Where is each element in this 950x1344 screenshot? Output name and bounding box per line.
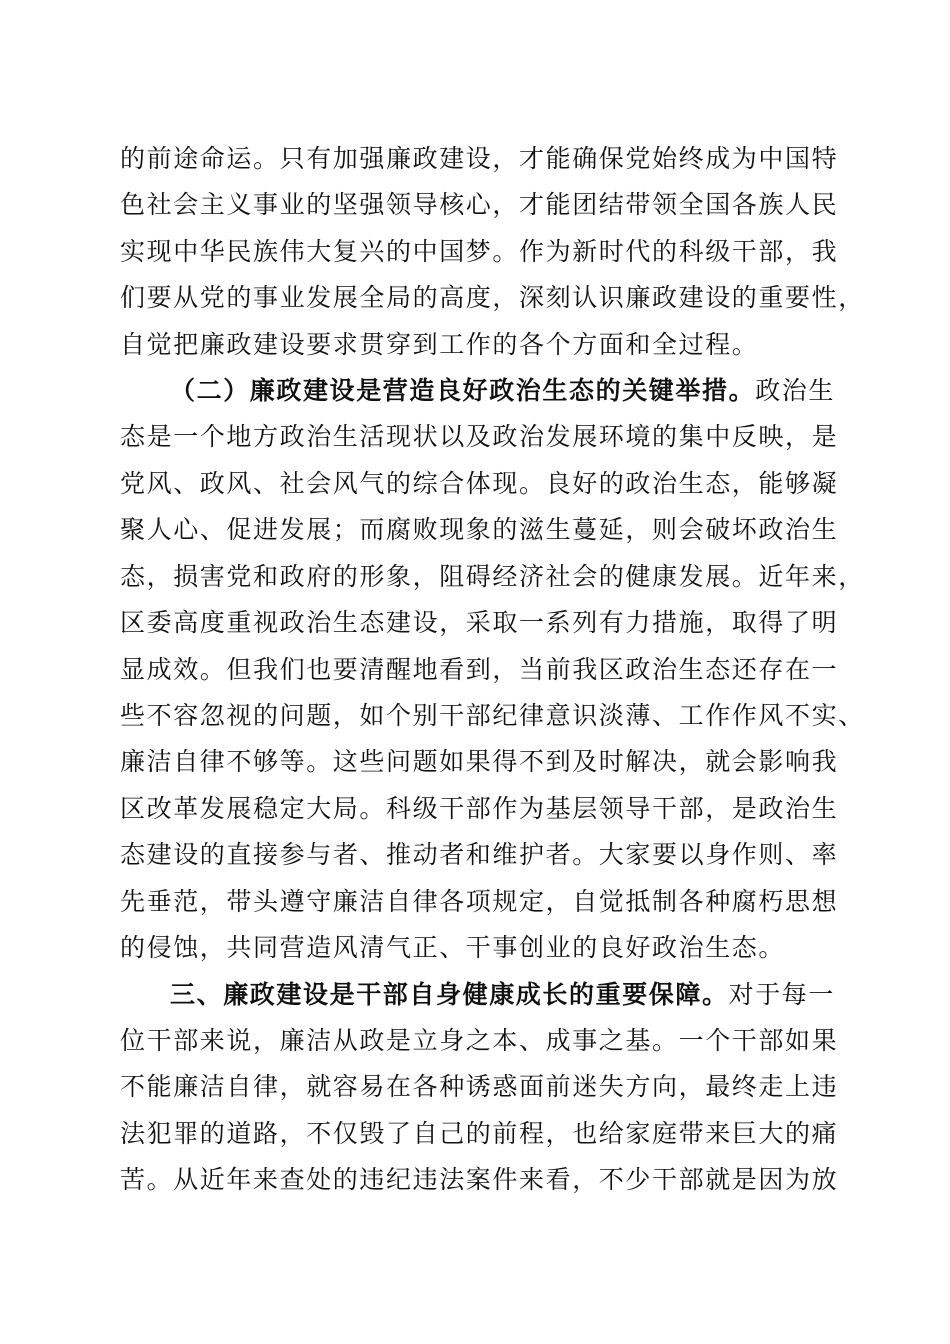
line-text: 态，损害党和政府的形象，阻碍经济社会的健康发展。近年来，: [120, 562, 865, 591]
line-text: 先垂范，带头遵守廉洁自律各项规定，自觉抵制各种腐朽思想: [120, 887, 839, 916]
text-line: [120, 229, 839, 274]
text-line: [120, 925, 830, 970]
line-text: 实现中华民族伟大复兴的中国梦。作为新时代的科级干部，我: [120, 237, 839, 266]
line-text: 聚人心、促进发展；而腐败现象的滋生蔓延，则会破坏政治生: [120, 515, 839, 544]
text-line: [120, 322, 830, 367]
text-line: [120, 600, 839, 645]
line-text: 些不容忽视的问题，如个别干部纪律意识淡薄、工作作风不实、: [120, 701, 865, 730]
line-text: 们要从党的事业发展全局的高度，深刻认识廉政建设的重要性，: [120, 283, 865, 312]
text-line: [120, 507, 839, 552]
line-text: 区委高度重视政治生态建设，采取一系列有力措施，取得了明: [120, 608, 839, 637]
text-line: [120, 693, 865, 738]
line-text: 的侵蚀，共同营造风清气正、干事创业的良好政治生态。: [120, 933, 786, 962]
line-text: 法犯罪的道路，不仅毁了自己的前程，也给家庭带来巨大的痛: [120, 1119, 839, 1148]
text-line: [120, 554, 865, 599]
text-line: [120, 786, 839, 831]
heading-3: 三、廉政建设是干部自身健康成长的重要保障。: [170, 980, 729, 1009]
line-text: 苦。从近年来查处的违纪违法案件来看，不少干部就是因为放: [120, 1165, 839, 1194]
text-line: [120, 1157, 839, 1202]
line-text: 区改革发展稳定大局。科级干部作为基层领导干部，是政治生: [120, 794, 839, 823]
line-text: 态是一个地方政治生活现状以及政治发展环境的集中反映，是: [120, 422, 839, 451]
line-text: 自觉把廉政建设要求贯穿到工作的各个方面和全过程。: [120, 330, 759, 359]
heading-line: [170, 972, 836, 1017]
subheading-line: [170, 368, 836, 413]
text-line: [120, 739, 839, 784]
line-text: 不能廉洁自律，就容易在各种诱惑面前迷失方向，最终走上违: [120, 1072, 839, 1101]
text-line: [120, 275, 865, 320]
line-text: 的前途命运。只有加强廉政建设，才能确保党始终成为中国特: [120, 144, 839, 173]
text-line: [120, 136, 839, 181]
line-text: 对于每一: [728, 980, 836, 1009]
text-line: [120, 1018, 839, 1063]
text-line: [120, 1111, 839, 1156]
line-text: 显成效。但我们也要清醒地看到，当前我区政治生态还存在一: [120, 655, 839, 684]
line-text: 党风、政风、社会风气的综合体现。良好的政治生态，能够凝: [120, 469, 839, 498]
line-text: 位干部来说，廉洁从政是立身之本、成事之基。一个干部如果: [120, 1026, 839, 1055]
line-text: 政治生: [755, 376, 836, 405]
line-text: 色社会主义事业的坚强领导核心，才能团结带领全国各族人民: [120, 190, 839, 219]
text-line: [120, 832, 839, 877]
text-line: [120, 879, 839, 924]
line-text: 廉洁自律不够等。这些问题如果得不到及时解决，就会影响我: [120, 747, 839, 776]
line-text: 态建设的直接参与者、推动者和维护者。大家要以身作则、率: [120, 840, 839, 869]
subheading-2: （二）廉政建设是营造良好政治生态的关键举措。: [170, 376, 756, 405]
text-line: [120, 414, 839, 459]
text-line: [120, 182, 839, 227]
text-line: [120, 1064, 839, 1109]
text-line: [120, 647, 839, 692]
text-line: [120, 461, 839, 506]
